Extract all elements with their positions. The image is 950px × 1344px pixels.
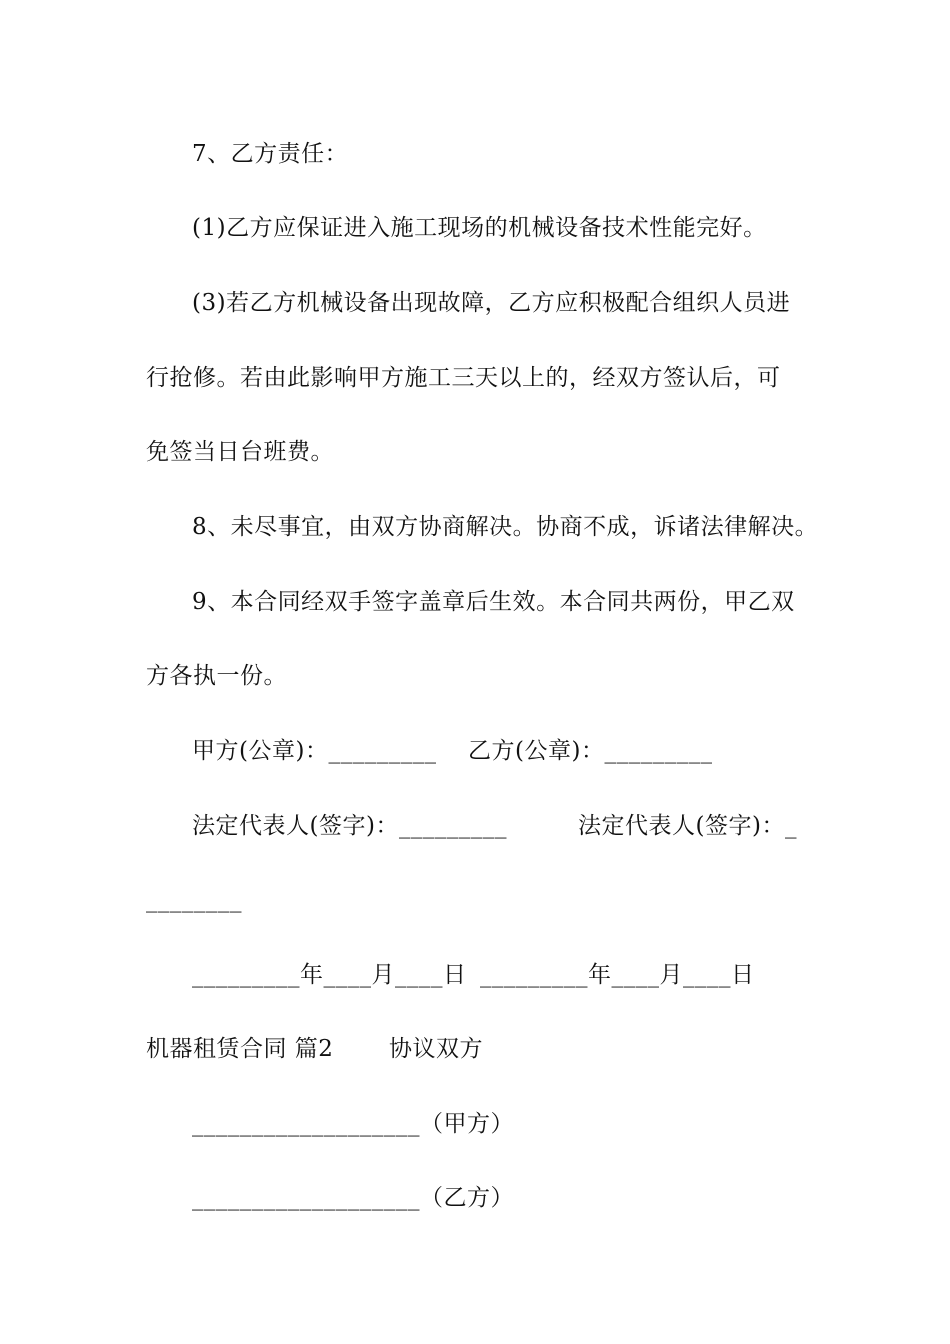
- party-b-date-line: _________年____月____日: [480, 962, 755, 988]
- contract-2-parties-heading: 协议双方: [389, 1036, 483, 1062]
- clause-7-item-3-line-1: (3)若乙方机械设备出现故障，乙方应积极配合组织人员进: [192, 290, 791, 316]
- clause-9-line-2: 方各执一份。: [146, 663, 287, 689]
- clause-9-line-1: 9、本合同经双手签字盖章后生效。本合同共两份，甲乙双: [192, 589, 795, 615]
- party-a-name-line: ___________________（甲方）: [192, 1111, 514, 1137]
- party-a-date-line: _________年____月____日: [192, 962, 467, 988]
- clause-7-item-1: (1)乙方应保证进入施工现场的机械设备技术性能完好。: [192, 215, 767, 241]
- clause-7-item-3-line-3: 免签当日台班费。: [146, 439, 334, 465]
- clause-8: 8、未尽事宜，由双方协商解决。协商不成，诉诸法律解决。: [192, 514, 819, 540]
- party-b-seal-line: 乙方(公章)：_________: [468, 738, 713, 764]
- party-b-name-line: ___________________（乙方）: [192, 1185, 514, 1211]
- party-b-representative-continuation: ________: [146, 887, 242, 913]
- clause-7-heading: 7、乙方责任：: [192, 141, 349, 167]
- party-a-representative-line: 法定代表人(签字)：_________: [192, 813, 507, 839]
- clause-7-item-3-line-2: 行抢修。若由此影响甲方施工三天以上的，经双方签认后，可: [146, 365, 781, 391]
- contract-2-title: 机器租赁合同 篇2: [146, 1036, 334, 1062]
- party-a-seal-line: 甲方(公章)：_________: [192, 738, 437, 764]
- party-b-representative-line: 法定代表人(签字)：_: [578, 813, 797, 839]
